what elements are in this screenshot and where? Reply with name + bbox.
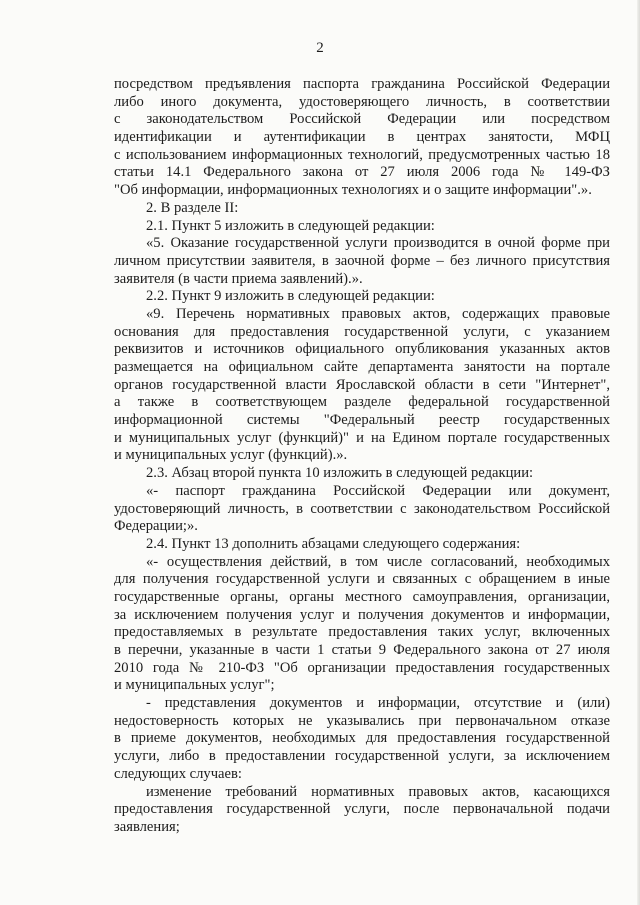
text-line: 2.2. Пункт 9 изложить в следующей редакции: — [146, 288, 435, 305]
text-line: "Об информации, информационных технологиях и о защите информации".». — [114, 182, 592, 199]
text-line: предоставляемых в результате предоставления таких услуг, включенных — [114, 624, 610, 641]
text-line: изменение требований нормативных правовых актов, касающихся — [146, 783, 610, 800]
text-line: статьи 14.1 Федерального закона от 27 июля 2006 года № 149-ФЗ — [114, 164, 610, 181]
text-line: для получения государственной услуги и связанных с обращением в иные — [114, 571, 610, 588]
text-line: личном присутствии заявителя, в заочной форме – без личного присутствия — [114, 252, 610, 269]
text-line: 2010 года № 210-ФЗ "Об организации предоставления государственных — [114, 659, 610, 676]
text-line: информационной системы "Федеральный реестр государственных — [114, 412, 610, 429]
text-line: и муниципальных услуг (функций)" и на Едином портале государственных — [114, 429, 610, 446]
text-line: «- паспорт гражданина Российской Федерации или документ, — [146, 482, 610, 499]
text-line: идентификации и аутентификации в центрах занятости, МФЦ — [114, 129, 610, 146]
text-line: Федерации;». — [114, 518, 198, 535]
text-line: и муниципальных услуг (функций).». — [114, 447, 348, 464]
page-number: 2 — [316, 40, 324, 56]
text-line: реквизитов и источников официального опубликования указанных актов — [114, 341, 610, 358]
text-line: недостоверность которых не указывались при первоначальном отказе — [114, 712, 610, 729]
text-line: 2.4. Пункт 13 дополнить абзацами следующего содержания: — [146, 535, 521, 552]
text-line: 2. В разделе II: — [146, 199, 239, 216]
text-line: в перечни, указанные в части 1 статьи 9 Федерального закона от 27 июля — [114, 642, 610, 658]
text-line: посредством предъявления паспорта гражданина Российской Федерации — [114, 76, 610, 92]
text-line: основания для предоставления государственной услуги, с указанием — [114, 323, 610, 340]
text-line: и муниципальных услуг"; — [114, 677, 275, 694]
text-line: - представления документов и информации, отсутствие и (или) — [146, 695, 610, 712]
text-line: в приеме документов, необходимых для предоставления государственной — [114, 730, 610, 747]
text-line: заявления; — [114, 818, 180, 835]
text-line: либо иного документа, удостоверяющего личность, в соответствии — [114, 93, 610, 110]
text-line: 2.3. Абзац второй пункта 10 изложить в следующей редакции: — [146, 465, 534, 482]
text-line: следующих случаев: — [114, 765, 242, 782]
text-line: удостоверяющий личность, в соответствии с законодательством Российской — [114, 500, 610, 517]
text-line: государственные органы, органы местного самоуправления, организации, — [114, 588, 610, 605]
text-line: с использованием информационных технологий, предусмотренных частью 18 — [114, 146, 610, 163]
text-line: с законодательством Российской Федерации или посредством — [114, 111, 610, 128]
document-body — [114, 76, 610, 837]
text-line: предоставления государственной услуги, после первоначальной подачи — [114, 801, 610, 818]
text-line: 2.1. Пункт 5 изложить в следующей редакции: — [146, 217, 435, 234]
text-line: заявителя (в части приема заявлений).». — [114, 270, 363, 287]
text-line: размещается на официальном сайте департамента занятости на портале — [114, 359, 610, 375]
text-line: за исключением получения услуг и получения документов и информации, — [114, 606, 610, 623]
text-line: «- осуществления действий, в том числе согласований, необходимых — [146, 553, 610, 570]
text-line: а также в соответствующем разделе федеральной государственной — [114, 394, 610, 411]
text-line: «5. Оказание государственной услуги производится в очной форме при — [146, 235, 610, 252]
text-line: «9. Перечень нормативных правовых актов, содержащих правовые — [146, 305, 610, 322]
text-line: органов государственной власти Ярославской области в сети "Интернет", — [114, 376, 610, 393]
text-line: услуги, либо в предоставлении государственной услуги, за исключением — [114, 748, 610, 765]
